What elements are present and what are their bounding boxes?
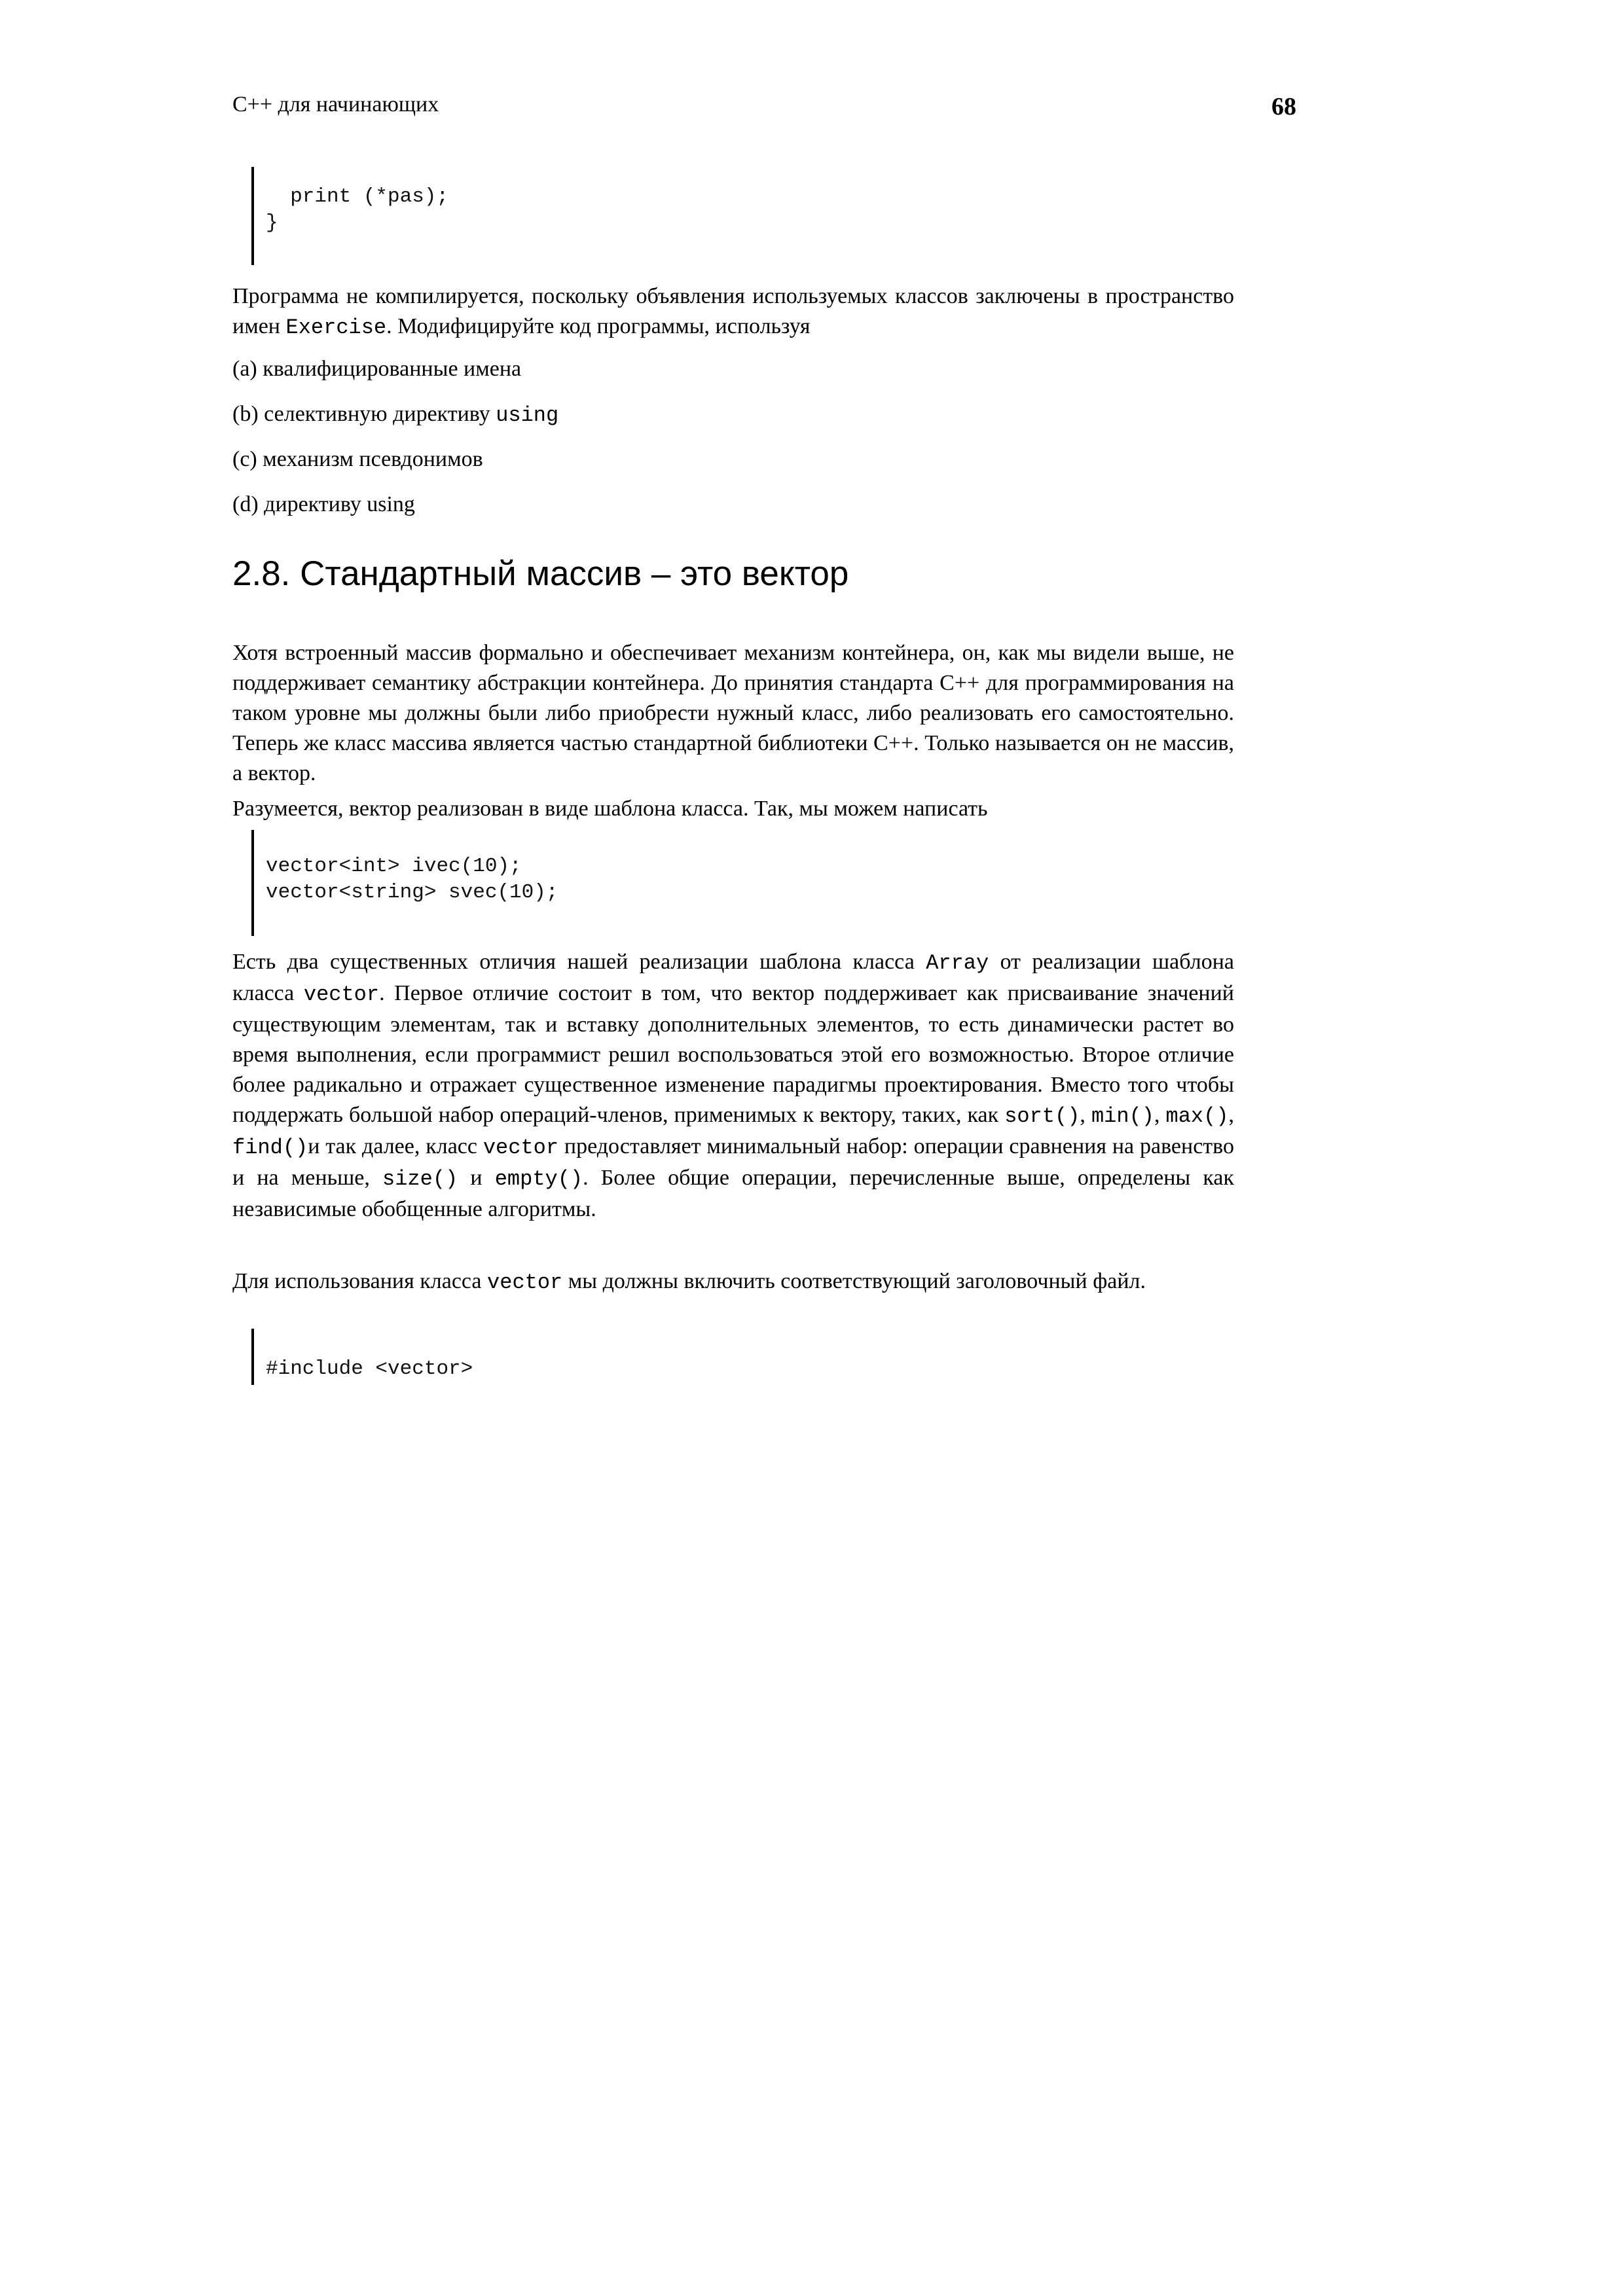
page-number: 68 [1271, 93, 1296, 120]
text-run: от реализации шаблона класса [232, 950, 1234, 1005]
running-header-title: C++ для начинающих [232, 92, 439, 117]
inline-code: find() [232, 1136, 308, 1160]
code-line: vector<int> ivec(10); [266, 855, 522, 878]
inline-code: Exercise [285, 315, 387, 340]
list-item-text: (c) механизм псевдонимов [232, 447, 483, 471]
list-item-text: (d) директиву using [232, 492, 415, 516]
list-item [232, 444, 483, 475]
text-run: мы должны включить соответствующий заголовочный файл. [562, 1269, 1146, 1293]
paragraph-template [232, 794, 1234, 824]
list-item [232, 490, 415, 520]
inline-code: max() [1165, 1104, 1229, 1128]
list-item [232, 354, 521, 384]
code-line: print (*pas); [266, 185, 449, 208]
text-run: Программа не компилируется, поскольку объявления используемых классов заключены в пространство имен [232, 284, 1234, 338]
text-run: , [1228, 1103, 1235, 1127]
text-run: Для использования класса [232, 1269, 488, 1293]
text-run: предоставляет минимальный набор: операции сравнения на равенство и на меньше, [232, 1134, 1234, 1190]
inline-code: vector [487, 1270, 563, 1295]
code-line: } [266, 211, 278, 234]
list-item-text: (b) селективную директиву [232, 402, 496, 426]
text-run: и [458, 1166, 495, 1190]
inline-code: empty() [494, 1167, 583, 1191]
text-run: Разумеется, вектор реализован в виде шаблона класса. Так, мы можем написать [232, 797, 988, 821]
text-run: Есть два существенных отличия нашей реализации шаблона класса [232, 950, 926, 974]
inline-code: min() [1091, 1104, 1154, 1128]
text-run: . Более общие операции, перечисленные выше, определены как независимые обобщенные алгоритмы. [232, 1166, 1234, 1221]
code-block-include [251, 1329, 473, 1385]
code-line: #include <vector> [266, 1357, 473, 1380]
inline-code: vector [483, 1136, 559, 1160]
inline-code: using [496, 403, 559, 427]
inline-code: Array [926, 951, 989, 975]
text-run: Хотя встроенный массив формально и обеспечивает механизм контейнера, он, как мы видели выше, не поддерживает семантику абстракции контейнера. До принятия стандарта C++ для программирования на таком уровне мы должны были либо приобрести нужный класс, либо реализовать его самостоятельно. Теперь же класс массива является частью стандартной библиотеки C++. Только называется он не массив, а вектор. [232, 641, 1234, 785]
paragraph-differences [232, 947, 1234, 1225]
text-run: , [1154, 1103, 1166, 1127]
code-block-vector-decl [251, 830, 558, 936]
paragraph-intro [232, 638, 1234, 789]
list-item-text: (a) квалифицированные имена [232, 357, 522, 381]
text-run: , [1080, 1103, 1091, 1127]
inline-code: size() [382, 1167, 458, 1191]
code-block-print [251, 167, 448, 265]
inline-code: vector [303, 982, 380, 1007]
section-heading: 2.8. Стандартный массив – это вектор [232, 554, 849, 593]
paragraph-include [232, 1266, 1234, 1298]
code-line: vector<string> svec(10); [266, 881, 558, 904]
list-item [232, 399, 558, 431]
inline-code: sort() [1004, 1104, 1080, 1128]
text-run: . Первое отличие состоит в том, что вектор поддерживает как присваивание значений существующим элементам, так и вставку дополнительных элементов, то есть динамически растет во время выполнения, если программист решил воспользоваться этой его возможностью. Второе отличие более радикально и отражает существенное изменение парадигмы проектирования. Вместо того чтобы поддержать большой набор операций-членов, применимых к вектору, таких, как [232, 981, 1234, 1127]
text-run: . Модифицируйте код программы, используя [386, 314, 811, 338]
text-run: и так далее, класс [308, 1134, 483, 1158]
paragraph-compile-error [232, 281, 1234, 343]
